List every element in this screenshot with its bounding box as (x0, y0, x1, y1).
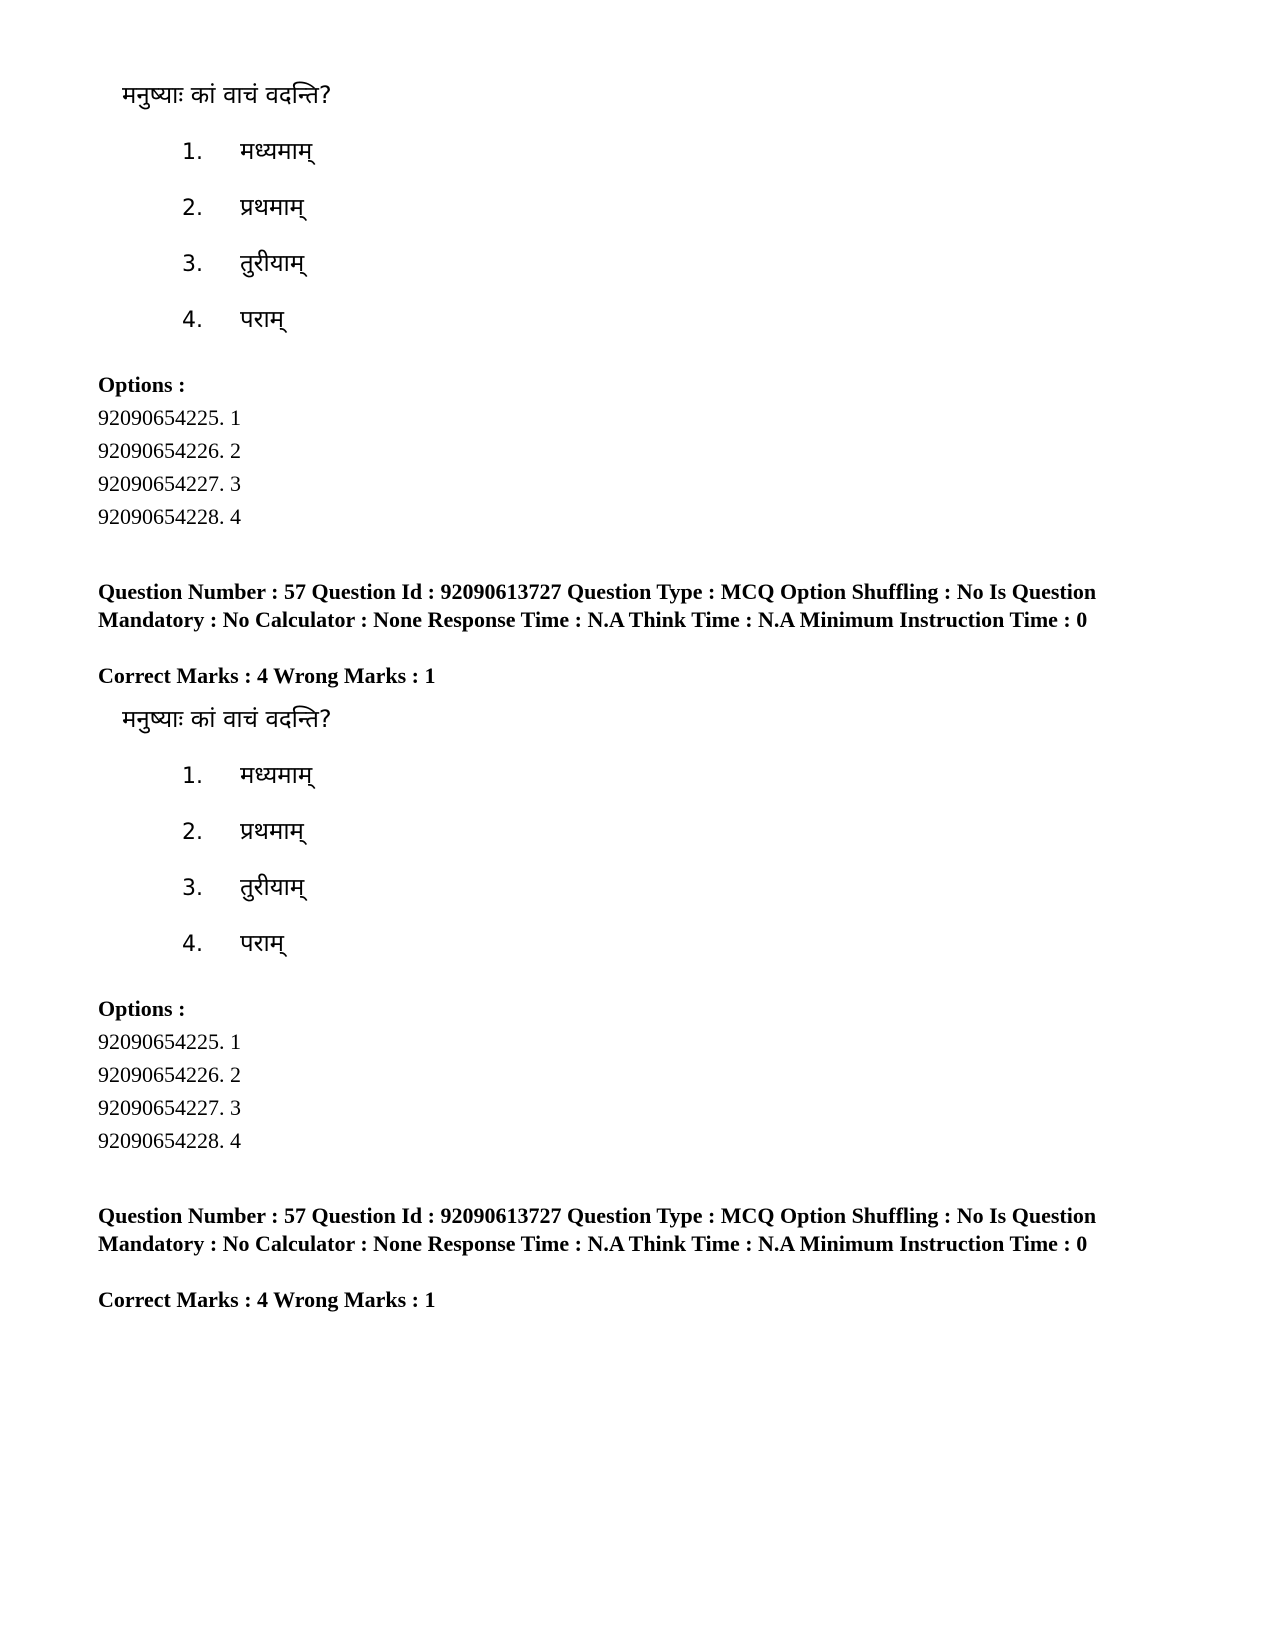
option-text: तुरीयाम् (240, 873, 305, 901)
option-id: 92090654225. 1 (98, 405, 241, 430)
option-text: प्रथमाम् (240, 817, 304, 845)
options-label: Options : (98, 372, 186, 397)
option-number: 3. (182, 252, 203, 277)
option-number: 4. (182, 932, 203, 957)
question-meta: Question Number : 57 Question Id : 92090613727 Question Type : MCQ Option Shuffling : No Is Question Mandatory : No Calculator : None Response Time : N.A Think Time : N.A Minimum Instruction Time : 0 (98, 1203, 1097, 1256)
option-number: 1. (182, 764, 203, 789)
question-meta: Question Number : 57 Question Id : 92090613727 Question Type : MCQ Option Shuffling : No Is Question Mandatory : No Calculator : None Response Time : N.A Think Time : N.A Minimum Instruction Time : 0 (98, 579, 1097, 632)
option-text: पराम् (240, 929, 285, 957)
option-id: 92090654228. 4 (98, 1128, 241, 1153)
option-number: 2. (182, 820, 203, 845)
question-option-3 (182, 870, 304, 903)
option-text: मध्यमाम् (240, 761, 313, 789)
option-number: 1. (182, 140, 203, 165)
option-id: 92090654226. 2 (98, 438, 241, 463)
option-id: 92090654226. 2 (98, 1062, 241, 1087)
option-id: 92090654227. 3 (98, 471, 241, 496)
option-text: प्रथमाम् (240, 193, 304, 221)
question-marks: Correct Marks : 4 Wrong Marks : 1 (98, 1287, 436, 1312)
option-text: तुरीयाम् (240, 249, 305, 277)
question-option-1 (182, 134, 312, 167)
option-id: 92090654225. 1 (98, 1029, 241, 1054)
option-number: 2. (182, 196, 203, 221)
question-marks: Correct Marks : 4 Wrong Marks : 1 (98, 663, 436, 688)
option-number: 3. (182, 876, 203, 901)
question-option-4 (182, 302, 284, 335)
question-option-1 (182, 758, 312, 791)
question-text: मनुष्याः कां वाचं वदन्ति? (122, 81, 332, 109)
question-option-2 (182, 190, 304, 223)
option-number: 4. (182, 308, 203, 333)
question-text: मनुष्याः कां वाचं वदन्ति? (122, 705, 332, 733)
option-id: 92090654228. 4 (98, 504, 241, 529)
option-text: पराम् (240, 305, 285, 333)
option-id: 92090654227. 3 (98, 1095, 241, 1120)
option-text: मध्यमाम् (240, 137, 313, 165)
options-label: Options : (98, 996, 186, 1021)
question-option-3 (182, 246, 304, 279)
question-option-4 (182, 926, 284, 959)
question-option-2 (182, 814, 304, 847)
